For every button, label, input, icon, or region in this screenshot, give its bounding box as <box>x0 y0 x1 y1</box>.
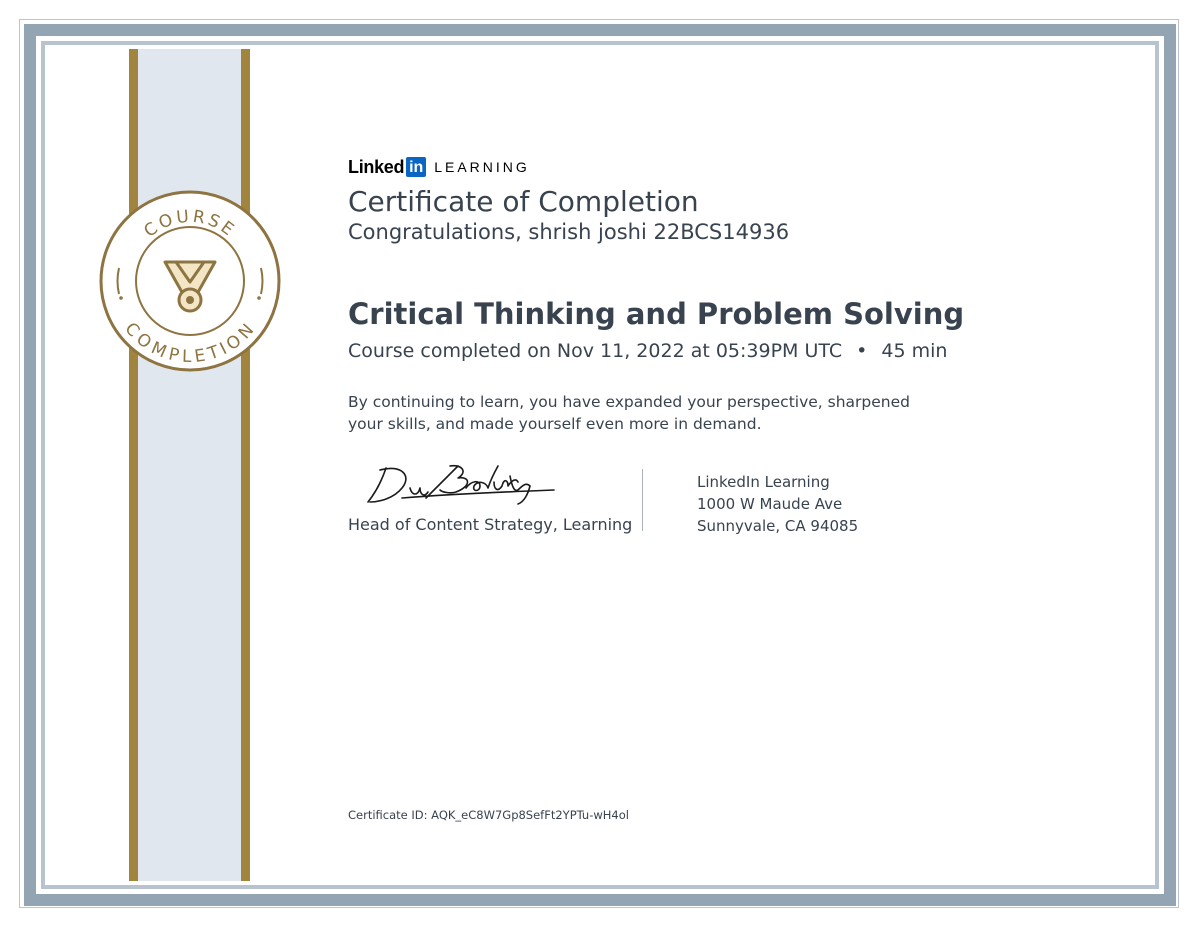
company-address <box>697 471 858 537</box>
course-duration: 45 min <box>881 340 948 362</box>
congratulations-line: Congratulations, shrish joshi 22BCS14936 <box>348 220 790 244</box>
linkedin-learning-logo <box>348 156 530 178</box>
meta-separator: • <box>856 340 868 362</box>
ribbon <box>129 49 250 881</box>
seal-top-text: COURSE <box>140 206 240 242</box>
address-line-3: Sunnyvale, CA 94085 <box>697 517 859 535</box>
address-line-1: LinkedIn Learning <box>697 473 830 491</box>
completion-date: Course completed on Nov 11, 2022 at 05:39PM UTC <box>348 340 843 362</box>
certificate-id: Certificate ID: AQK_eC8W7Gp8SefFt2YPTu-wH4ol <box>348 808 629 822</box>
address-line-2: 1000 W Maude Ave <box>697 495 843 513</box>
seal-bottom-text: COMPLETION <box>120 318 260 368</box>
signer-title: Head of Content Strategy, Learning <box>348 515 633 534</box>
signature <box>362 462 562 508</box>
linkedin-in-icon: in <box>406 157 426 177</box>
logo-learning-text: LEARNING <box>434 159 530 175</box>
certificate-title: Certificate of Completion <box>348 185 699 218</box>
logo-linked-text: Linked <box>348 156 405 177</box>
vertical-divider <box>642 469 643 531</box>
course-completion-seal <box>99 190 281 372</box>
course-meta <box>348 340 947 362</box>
certificate-description: By continuing to learn, you have expanded your perspective, sharpened your skills, and made yourself even more in demand. <box>348 393 910 433</box>
course-title: Critical Thinking and Problem Solving <box>348 297 965 331</box>
